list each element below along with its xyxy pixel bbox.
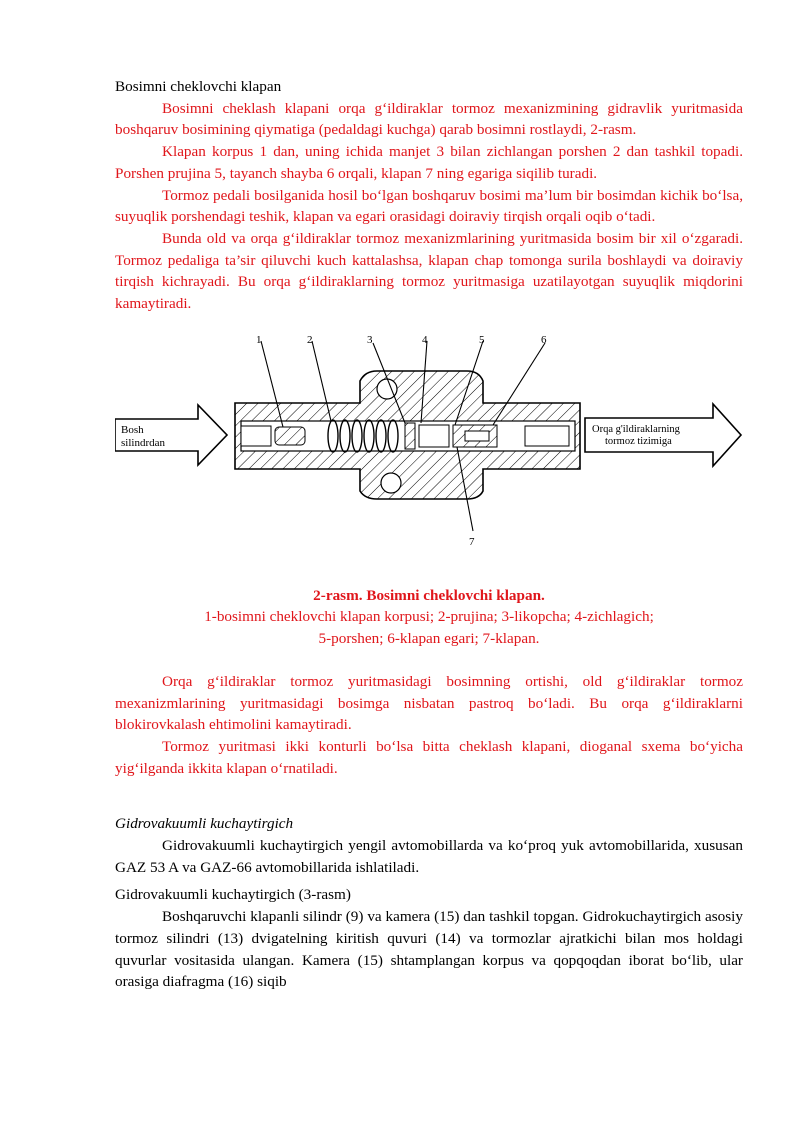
callout-4: 4 <box>422 333 428 346</box>
callout-6: 6 <box>541 333 547 346</box>
paragraph: Bosimni cheklash klapani orqa g‘ildiraklar tormoz mexanizmining gidravlik yuritmasida boshqaruv bosimining qiymatiga (pedaldagi kuchga) qarab bosimni rostlaydi, 2-rasm. <box>115 99 743 139</box>
seal <box>419 425 449 447</box>
paragraph: Orqa g‘ildiraklar tormoz yuritmasidagi bosimning ortishi, old g‘ildiraklar tormoz mexanizmlarining yuritmasidagi bosimga nisbatan pastroq bo‘ladi. Bu orqa g‘ildiraklarni blokirovkalash ehtimolini kamaytiradi. <box>115 672 743 734</box>
callout-2: 2 <box>307 333 313 346</box>
section-heading: Gidrovakuumli kuchaytirgich <box>115 815 294 833</box>
paragraph: Klapan korpus 1 dan, uning ichida manjet 3 bilan zichlangan porshen 2 dan tashkil topadi. Porshen prujina 5, tayanch shayba 6 orqali, klapan 7 ning egariga siqilib turadi. <box>115 143 743 182</box>
paragraph: Tormoz yuritmasi ikki konturli bo‘lsa bitta cheklash klapani, dioganal sxema bo‘yicha yig‘ilganda ikkita klapan o‘rnatiladi. <box>115 737 743 777</box>
paragraph: Boshqaruvchi klapanli silindr (9) va kamera (15) dan tashkil topgan. Gidrokuchaytirgich asosiy tormoz silindri (13) dvigatelning kiritish quvuri (14) va tormozlar ajratkichi bilan mos holdagi quvurlar vositasida ulangan. Kamera (15) shtamplangan korpus va qopqoqdan iborat bo‘lib, ular orasiga diafragma (16) siqib <box>115 908 743 991</box>
outlet-arrow <box>585 404 741 466</box>
inlet-label-1: Bosh <box>121 423 144 436</box>
paragraph: Bunda old va orqa g‘ildiraklar tormoz mexanizmlarining yuritmasida bosim bir xil o‘zgaradi. Tormoz pedaliga ta’sir qiluvchi kuch kattalashsa, klapan chap tomonga surila boshlaydi va doiraviy tirqish kichrayadi. Bu orqa g‘ildiraklarning tormoz yuritmasiga uzatilayotgan suyuqlik miqdorini kamaytiradi. <box>115 229 743 313</box>
paragraph: Gidrovakuumli kuchaytirgich yengil avtomobillarda va ko‘proq yuk avtomobillarida, xususan GAZ 53 A va GAZ-66 avtomobillarida ishlatiladi. <box>115 837 743 876</box>
callout-5: 5 <box>479 333 485 346</box>
figure-caption <box>115 585 743 650</box>
outlet-label-1: Orqa g'ildiraklarning <box>592 423 680 435</box>
caption-line: 1-bosimni cheklovchi klapan korpusi; 2-prujina; 3-likopcha; 4-zichlagich; <box>204 608 654 626</box>
document-page <box>115 76 743 993</box>
section-heading: Bosimni cheklovchi klapan <box>115 78 282 95</box>
valve-diagram <box>115 331 743 579</box>
paragraph: Tormoz pedali bosilganida hosil bo‘lgan boshqaruv bosimi ma’lum bir bosimdan kichik bo‘lsa, suyuqlik porshendagi teshik, klapan va egari orasidagi doiraviy tirqish orqali oqib o‘tadi. <box>115 186 743 226</box>
subheading: Gidrovakuumli kuchaytirgich (3-rasm) <box>115 886 351 904</box>
valve-figure <box>115 331 743 579</box>
support-washer <box>405 423 415 449</box>
piston <box>275 427 305 445</box>
outlet-label-2: tormoz tizimiga <box>605 435 672 447</box>
right-fitting <box>525 426 569 446</box>
inlet-label-2: silindrdan <box>121 436 165 449</box>
callout-7: 7 <box>469 535 475 548</box>
valve <box>465 431 489 441</box>
caption-title: 2-rasm. Bosimni cheklovchi klapan. <box>313 586 545 604</box>
lower-port <box>381 473 401 493</box>
callout-1: 1 <box>256 333 262 346</box>
callout-3: 3 <box>367 333 373 346</box>
caption-line: 5-porshen; 6-klapan egari; 7-klapan. <box>318 630 540 648</box>
left-fitting <box>241 426 271 446</box>
